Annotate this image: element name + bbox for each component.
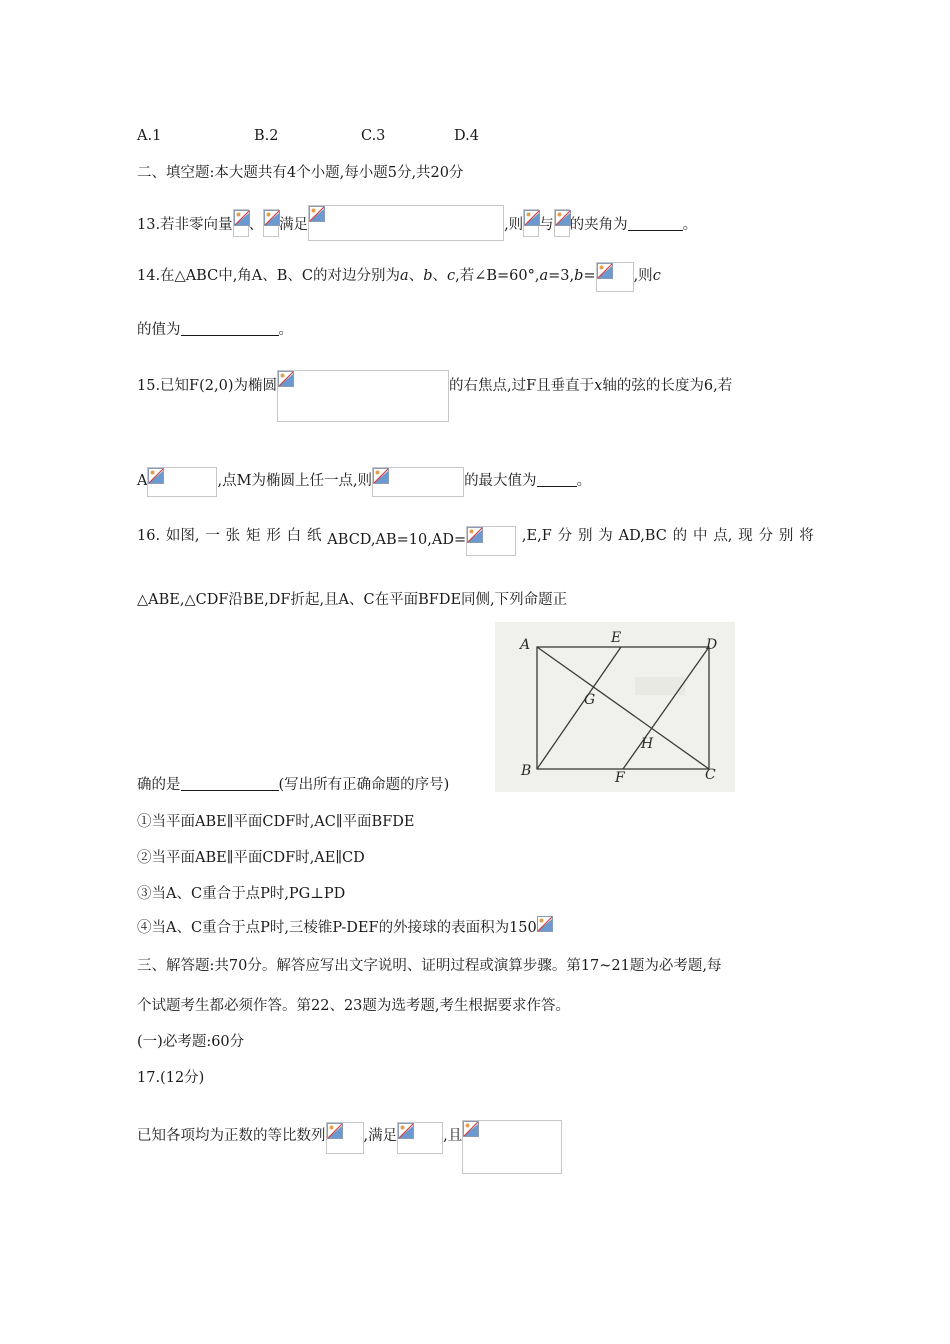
image-placeholder-icon: [326, 1122, 364, 1154]
image-placeholder-icon: [308, 205, 504, 241]
label-g: G: [584, 692, 596, 708]
section3-line2: 个试题考生都必须作答。第22、23题为选考题,考生根据要求作答。: [137, 998, 571, 1014]
q17-head: 17.(12分): [137, 1070, 205, 1086]
q16-item-2: ②当平面ABE∥平面CDF时,AE∥CD: [137, 850, 365, 866]
image-placeholder-icon: [372, 467, 464, 497]
q16-item-4: ④当A、C重合于点P时,三棱锥P-DEF的外接球的表面积为150: [137, 916, 555, 938]
option-b: B.2: [254, 128, 279, 144]
question-16: 16. 如图, 一 张 矩 形 白 纸 ABCD,AB=10,AD= ,E,F 分 别 为 AD,BC 的 中 点, 现 分 别 将: [137, 526, 814, 556]
question-14-line2: 的值为 。: [137, 322, 293, 338]
answer-blank: [181, 776, 279, 791]
q16-item-3: ③当A、C重合于点P时,PG⊥PD: [137, 886, 346, 902]
question-13: 13.若非零向量 、 满足 ,则 与 的夹角为 。: [137, 205, 697, 241]
question-16-line2: △ABE,△CDF沿BE,DF折起,且A、C在平面BFDE同侧,下列命题正: [137, 592, 568, 608]
image-placeholder-icon: [596, 262, 634, 292]
section3-line1: 三、解答题:共70分。解答应写出文字说明、证明过程或演算步骤。第17~21题为必考题,每: [137, 958, 722, 974]
question-15-line2: A ,点M为椭圆上任一点,则 的最大值为 。: [137, 467, 591, 497]
image-placeholder-icon: [397, 1122, 443, 1154]
q16-item-1: ①当平面ABE∥平面CDF时,AC∥平面BFDE: [137, 814, 415, 830]
question-16-line3: 确的是 (写出所有正确命题的序号): [137, 777, 450, 793]
section2-heading: 二、填空题:本大题共有4个小题,每小题5分,共20分: [137, 165, 464, 181]
image-placeholder-icon: [233, 209, 249, 237]
label-c: C: [705, 767, 716, 783]
label-b: B: [521, 763, 532, 779]
image-placeholder-icon: [523, 209, 539, 237]
image-placeholder-icon: [277, 370, 449, 422]
option-d: D.4: [454, 128, 479, 144]
image-placeholder-icon: [554, 209, 570, 237]
image-placeholder-icon: [147, 467, 217, 497]
label-e: E: [611, 630, 622, 646]
label-f: F: [615, 770, 625, 786]
question-15: 15.已知F(2,0)为椭圆 的右焦点,过F且垂直于x轴的弦的长度为6,若: [137, 370, 732, 422]
rectangle-figure: [495, 622, 735, 792]
answer-blank: [628, 216, 683, 231]
image-placeholder-icon: [537, 916, 555, 938]
label-h: H: [641, 736, 654, 752]
image-placeholder-icon: [462, 1120, 562, 1174]
question-14: 14.在△ABC中,角A、B、C的对边分别为a、b、c,若∠B=60°,a=3,b= ,则c: [137, 262, 661, 292]
option-c: C.3: [361, 128, 386, 144]
section3-sub: (一)必考题:60分: [137, 1034, 245, 1050]
question-17: 已知各项均为正数的等比数列 ,满足 ,且: [137, 1120, 562, 1174]
image-placeholder-icon: [263, 209, 279, 237]
image-placeholder-icon: [466, 526, 516, 556]
option-a: A.1: [137, 128, 162, 144]
answer-blank: [181, 321, 279, 336]
answer-blank: [537, 472, 577, 487]
label-d: D: [706, 637, 718, 653]
label-a: A: [520, 637, 531, 653]
